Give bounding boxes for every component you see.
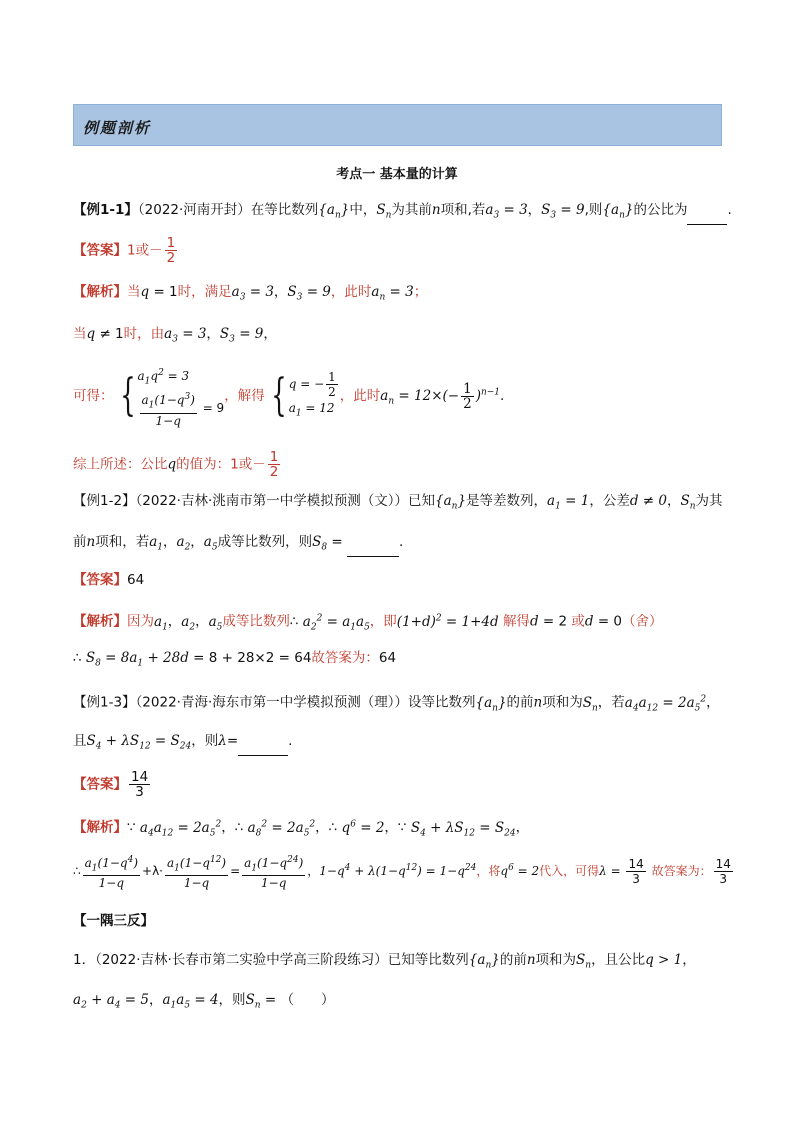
- example-1-3-analysis-1: 【解析】∵ $a_4a_{12} = 2a_5^2$，∴ $a_8^2 = 2a_5^2$，∴ $q^6 = 2$，∵ $S_4 + \lambda S_{12} = S_{24}$，: [73, 819, 530, 839]
- example-1-3-question-1: 【例1-3】（2022·青海·海东市第一中学模拟预测（理））设等比数列$\{a_n\}$的前n项和为$S_n$，若$a_4a_{12} = 2a_5^2$，: [73, 694, 720, 714]
- example-label: 【例1-2】: [73, 493, 136, 509]
- practice-q1-line2: $a_2 + a_4 = 5$，$a_1a_5 = 4$，则$S_n$ = （ ）: [73, 992, 335, 1011]
- example-1-2-analysis-2: ∴ $S_8 = 8a_1 + 28d = 8 + 28\times 2 = 64$故答案为：64: [73, 650, 397, 669]
- answer-blank: [238, 755, 288, 756]
- example-1-2-question-2: 前n项和，若$a_1$，$a_2$，$a_5$成等比数列，则$S_8$ = .: [73, 533, 403, 557]
- answer-blank: [347, 556, 399, 557]
- practice-q1-line1: 1．（2022·吉林·长春市第二实验中学高三阶段练习）已知等比数列$\{a_n\}$的前n项和为$S_n$，且公比q > 1，: [73, 952, 696, 971]
- example-1-1-analysis-1: 【解析】当q = 1时，满足$a_3 = 3$，$S_3 = 9$，此时$a_n = 3$；: [73, 284, 428, 303]
- section-title: 考点一 基本量的计算: [336, 167, 458, 182]
- example-1-2-question-1: 【例1-2】（2022·吉林·洮南市第一中学模拟预测（文））已知$\{a_n\}$是等差数列，$a_1 = 1$，公差d ≠ 0，$S_n$为其: [73, 493, 723, 512]
- example-1-1-answer: 【答案】1或－ $\frac{1}{2}$: [73, 235, 176, 266]
- answer-blank: [687, 224, 727, 225]
- example-1-3-analysis-2: ∴ $\frac{a_1(1-q^4)}{1-q}$ +λ· $\frac{a_1(1-q^{12})}{1-q}$ = $\frac{a_1(1-q^{24})}{1-q}$ ，$1-q^4 + \lambda(1-q^{12}) = 1-q^{24}$，将$q^6 = 2$代入，可得λ = $\frac{14}{3}$ 故答案为： $\frac{14}{3}$: [73, 855, 731, 891]
- example-1-2-analysis-1: 【解析】因为$a_1$，$a_2$，$a_5$成等比数列∴ $a_2^2 = a_1a_5$，即$(1+d)^2 = 1+4d$ 解得d = 2 或d = 0（舍）: [73, 613, 663, 633]
- example-1-3-question-2: 且$S_4 + \lambda S_{12} = S_{24}$，则λ= .: [73, 732, 292, 756]
- example-label: 【例1-3】: [73, 694, 136, 711]
- example-1-1-conclusion: 综上所述：公比q的值为：1或－ $\frac{1}{2}$: [73, 449, 279, 480]
- example-1-1-analysis-3: 可得： { $a_1q^2 = 3$ $\frac{a_1(1-q^3)}{1-q}$ = 9 ，解得 { q = − $\frac{1}{2}$ $a_1 = 12$ ，此时$a_n = 12\times(-$ $\frac{1}{2}$ )$^{n-1}$.: [73, 368, 505, 428]
- example-1-1-analysis-2: 当q ≠ 1时，由$a_3 = 3$，$S_3 = 9$，: [73, 326, 277, 345]
- section-banner: [73, 104, 722, 146]
- practice-title: 【一隅三反】: [73, 913, 154, 929]
- banner-title: 例题剖析: [83, 119, 152, 137]
- example-1-2-answer: 【答案】64: [73, 572, 145, 588]
- example-1-1-question: 【例1-1】（2022·河南开封）在等比数列$\{a_n\}$中，$S_n$为其前n项和,若$a_3 = 3$，$S_3 = 9$,则$\{a_n\}$的公比为 .: [73, 201, 732, 225]
- example-label: 【例1-1】: [73, 202, 138, 218]
- example-1-3-answer: 【答案】 $\frac{14}{3}$: [73, 769, 149, 800]
